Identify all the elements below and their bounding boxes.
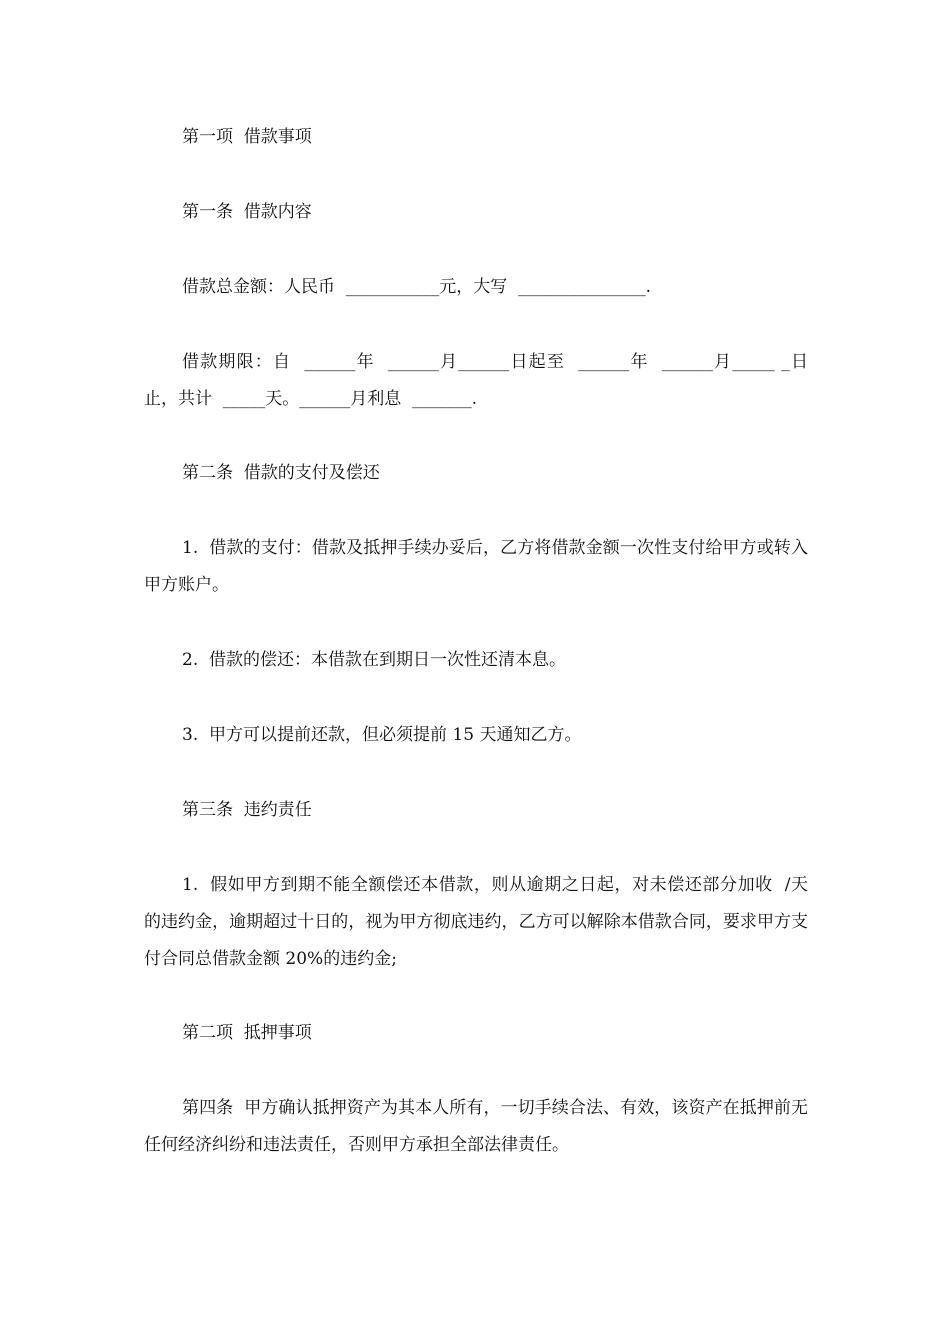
article-heading-loan-content: 第一条 借款内容 <box>182 202 312 222</box>
paragraph-repayment: 2. 借款的偿还：本借款在到期日一次性还清本息。 <box>182 650 567 670</box>
paragraph-payment: 1. 借款的支付：借款及抵押手续办妥后，乙方将借款金额一次性支付给甲方或转入甲方账户。 <box>144 538 808 595</box>
article-heading-liability: 第三条 违约责任 <box>182 800 312 820</box>
section-heading-loan-matters: 第一项 借款事项 <box>182 127 312 147</box>
paragraph-mortgage-confirmation: 第四条 甲方确认抵押资产为其本人所有，一切手续合法、有效，该资产在抵押前无任何经济纠纷和违法责任，否则甲方承担全部法律责任。 <box>144 1098 808 1155</box>
paragraph-default-penalty: 1. 假如甲方到期不能全额偿还本借款，则从逾期之日起，对未偿还部分加收 /天 的违约金，逾期超过十日的，视为甲方彻底违约，乙方可以解除本借款合同，要求甲方支付合同总借款金额 20%的违约金; <box>144 875 819 969</box>
paragraph-loan-amount: 借款总金额：人民币 ___________元，大写 _______________. <box>182 277 652 297</box>
article-heading-payment-repayment: 第二条 借款的支付及偿还 <box>182 463 380 483</box>
paragraph-early-repayment: 3. 甲方可以提前还款，但必须提前 15 天通知乙方。 <box>182 725 582 745</box>
paragraph-loan-term: 借款期限：自 ______年 ______月______日起至 ______年 ______月_____ _日止，共计 _____天。______月利息 _______. <box>144 352 808 409</box>
section-heading-mortgage-matters: 第二项 抵押事项 <box>182 1023 312 1043</box>
